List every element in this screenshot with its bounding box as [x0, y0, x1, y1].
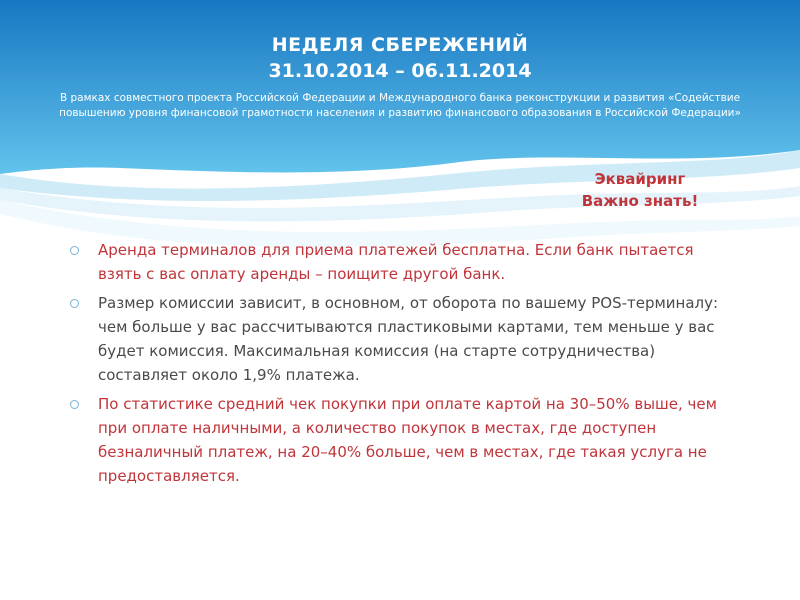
topic-line-2: Важно знать!: [581, 192, 699, 210]
header: [0, 34, 800, 121]
page-title: НЕДЕЛЯ СБЕРЕЖЕНИЙ: [271, 34, 529, 56]
bullet-item: [70, 238, 730, 286]
topic-heading: [560, 168, 720, 212]
bullet-circle-icon: [70, 246, 79, 255]
bullet-list: [70, 238, 730, 493]
bullet-item: [70, 392, 730, 488]
bullet-circle-icon: [70, 299, 79, 308]
date-range: 31.10.2014 – 06.11.2014: [268, 60, 532, 82]
bullet-circle-icon: [70, 400, 79, 409]
project-subtitle: В рамках совместного проекта Российской Федерации и Международного банка реконструкции и развития «Содействие повышению уровня финансовой грамотности населения и развитию финансового образования в Российской Федерации»: [59, 92, 741, 119]
bullet-item: [70, 291, 730, 387]
topic-line-1: Эквайринг: [594, 170, 686, 188]
bullet-text: По статистике средний чек покупки при оплате картой на 30–50% выше, чем при оплате наличными, а количество покупок в местах, где доступен безналичный платеж, на 20–40% больше, чем в местах, где такая услуга не предоставляется.: [98, 395, 717, 485]
bullet-text: Размер комиссии зависит, в основном, от оборота по вашему POS-терминалу: чем больше у вас рассчитываются пластиковыми картами, тем меньше у вас будет комиссия. Максимальная комиссия (на старте сотрудничества) составляет около 1,9% платежа.: [98, 294, 719, 384]
bullet-text: Аренда терминалов для приема платежей бесплатна. Если банк пытается взять с вас оплату аренды – поищите другой банк.: [98, 241, 694, 283]
